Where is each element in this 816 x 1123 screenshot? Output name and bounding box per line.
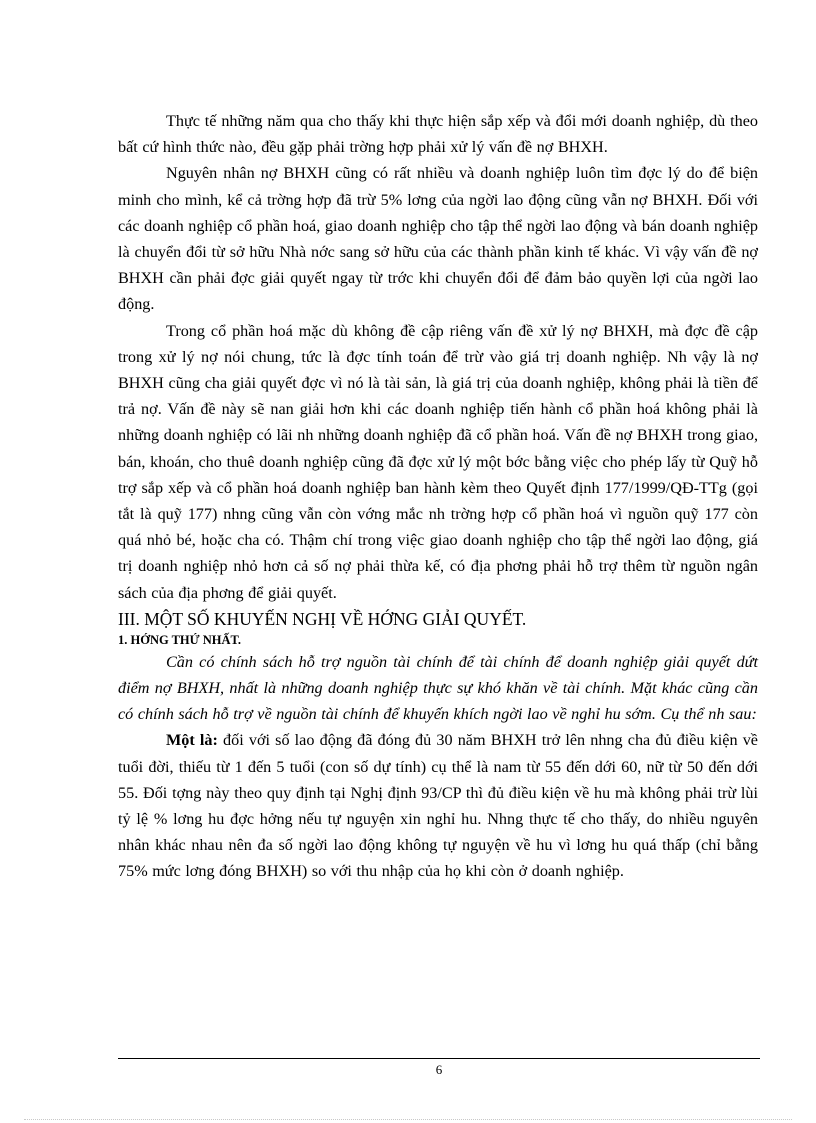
paragraph-2: Nguyên nhân nợ BHXH cũng có rất nhiều và doanh nghiệp luôn tìm đợc lý do để biện minh cho mình, kể cả trờng hợp đã trừ 5% lơng của ngời lao động cũng vẫn nợ BHXH. Đối với các doanh nghiệp cổ phần hoá, giao doanh nghiệp cho tập thể ngời lao động và bán doanh nghiệp là chuyển đổi từ sở hữu Nhà nớc sang sở hữu của các thành phần kinh tế khác. Vì vậy vấn đề nợ BHXH cần phải đợc giải quyết ngay từ trớc khi chuyển đổi để đảm bảo quyền lợi của ngời lao động. <box>118 164 758 314</box>
paragraph-lead: Một là: <box>166 731 218 750</box>
page-edge-divider <box>24 1119 792 1120</box>
page-number: 6 <box>435 1062 443 1077</box>
paragraph-1: Thực tế những năm qua cho thấy khi thực hiện sắp xếp và đổi mới doanh nghiệp, dù theo bất cứ hình thức nào, đều gặp phải trờng hợp phải xử lý vấn đề nợ BHXH. <box>118 112 758 157</box>
paragraph-3: Trong cổ phần hoá mặc dù không đề cập riêng vấn đề xử lý nợ BHXH, mà đợc đề cập trong xử lý nợ nói chung, tức là đợc tính toán để trừ vào giá trị doanh nghiệp. Nh vậy là nợ BHXH cũng cha giải quyết đợc vì nó là tài sản, là giá trị của doanh nghiệp, không phải là tiền để trả nợ. Vấn đề này sẽ nan giải hơn khi các doanh nghiệp tiến hành cổ phần hoá không phải là những doanh nghiệp có lãi nh những doanh nghiệp đã cổ phần hoá. Vấn đề nợ BHXH trong giao, bán, khoán, cho thuê doanh nghiệp cũng đã đợc xử lý một bớc bằng việc cho phép lấy từ Quỹ hỗ trợ sắp xếp và cổ phần hoá doanh nghiệp ban hành kèm theo Quyết định 177/1999/QĐ-TTg (gọi tắt là quỹ 177) nhng cũng vẫn còn vớng mắc nh trờng hợp cổ phần hoá vì nguồn quỹ 177 còn quá nhỏ bé, hoặc cha có. Thậm chí trong việc giao doanh nghiệp cho tập thể ngời lao động, giá trị doanh nghiệp nhỏ hơn cả số nợ phải thừa kế, có địa phơng phải hỗ trợ thêm từ nguồn ngân sách của địa phơng để giải quyết. <box>118 321 758 602</box>
paragraph-mot-la <box>118 727 758 884</box>
sub-heading: 1. HỚNG THỨ NHẤT. <box>118 632 242 647</box>
body-text <box>118 108 758 885</box>
section-heading: III. MỘT SỐ KHUYẾN NGHỊ VỀ HỚNG GIẢI QUYẾT. <box>118 608 527 629</box>
footer-rule <box>118 1058 760 1059</box>
italic-paragraph: Cần có chính sách hỗ trợ nguồn tài chính để tài chính để doanh nghiệp giải quyết dứt điểm nợ BHXH, nhất là những doanh nghiệp thực sự khó khăn về tài chính. Mặt khác cũng cần có chính sách hỗ trợ về nguồn tài chính để khuyến khích ngời lao về nghỉ hu sớm. Cụ thể nh sau: <box>118 652 758 724</box>
paragraph-mot-la-text: đối với số lao động đã đóng đủ 30 năm BHXH trở lên nhng cha đủ điều kiện về tuổi đời, thiếu từ 1 đến 5 tuổi (con số dự tính) cụ thể là nam từ 55 đến dới 60, nữ từ 50 đến dới 55. Đối tợng này theo quy định tại Nghị định 93/CP thì đủ điều kiện về hu mà không phải trừ lùi tỷ lệ % lơng hu đợc hởng nếu tự nguyện xin nghỉ hu. Nhng thực tế cho thấy, do nhiều nguyên nhân khác nhau nên đa số ngời lao động không tự nguyện về hu vì lơng hu quá thấp (chỉ bằng 75% mức lơng đóng BHXH) so với thu nhập của họ khi còn ở doanh nghiệp. <box>118 731 758 881</box>
